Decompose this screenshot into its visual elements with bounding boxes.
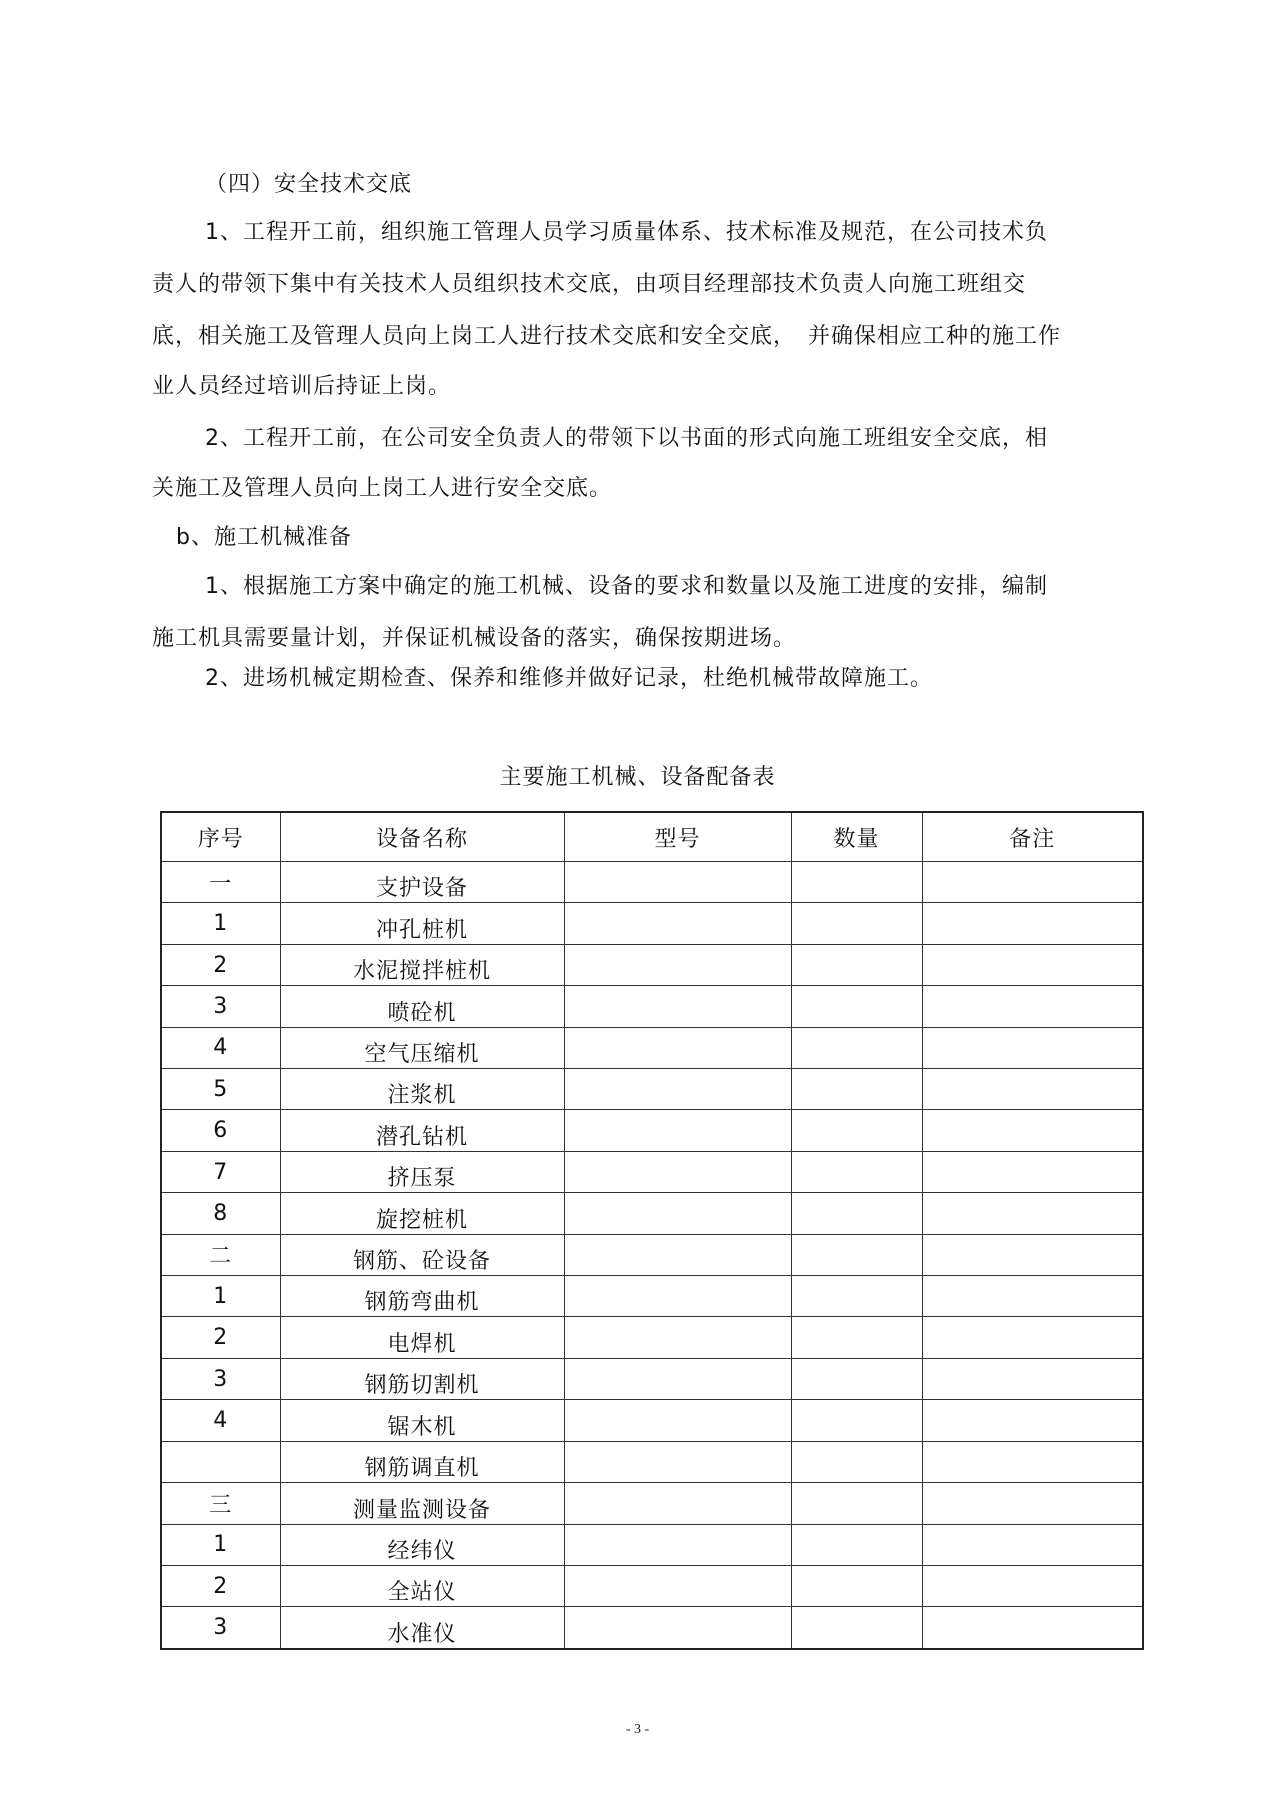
cell-equipment-name: 电焊机 xyxy=(280,1317,564,1358)
cell-index: 1 xyxy=(161,1524,280,1565)
cell-index xyxy=(161,1441,280,1482)
cell-remark xyxy=(922,1565,1143,1606)
table-row xyxy=(161,944,1143,985)
cell-quantity xyxy=(791,986,922,1027)
cell-equipment-name: 喷砼机 xyxy=(280,986,564,1027)
section-heading: （四）安全技术交底 xyxy=(205,172,413,197)
cell-model xyxy=(564,1276,791,1317)
table-row xyxy=(161,1358,1143,1399)
cell-model xyxy=(564,1441,791,1482)
table-row xyxy=(161,1276,1143,1317)
cell-remark xyxy=(922,1607,1143,1649)
cell-quantity xyxy=(791,1400,922,1441)
cell-index: 1 xyxy=(161,903,280,944)
table-row xyxy=(161,1069,1143,1110)
table-body xyxy=(161,862,1143,1650)
cell-quantity xyxy=(791,1276,922,1317)
cell-remark xyxy=(922,1441,1143,1482)
cell-equipment-name: 冲孔桩机 xyxy=(280,903,564,944)
cell-index: 2 xyxy=(161,1317,280,1358)
cell-index: 2 xyxy=(161,944,280,985)
cell-equipment-name: 挤压泵 xyxy=(280,1151,564,1192)
cell-equipment-name: 全站仪 xyxy=(280,1565,564,1606)
paragraph-line: 施工机具需要量计划，并保证机械设备的落实，确保按期进场。 xyxy=(152,626,797,651)
cell-index: 3 xyxy=(161,1607,280,1649)
cell-remark xyxy=(922,1151,1143,1192)
cell-quantity xyxy=(791,903,922,944)
table-row xyxy=(161,1110,1143,1151)
paragraph-line: 2、工程开工前，在公司安全负责人的带领下以书面的形式向施工班组安全交底，相 xyxy=(205,426,1048,451)
cell-model xyxy=(564,862,791,903)
table-row xyxy=(161,1441,1143,1482)
column-header: 序号 xyxy=(161,812,280,862)
cell-remark xyxy=(922,862,1143,903)
cell-quantity xyxy=(791,862,922,903)
page-number: - 3 - xyxy=(625,1722,650,1737)
cell-quantity xyxy=(791,1193,922,1234)
cell-model xyxy=(564,1110,791,1151)
paragraph-line: 责人的带领下集中有关技术人员组织技术交底，由项目经理部技术负责人向施工班组交 xyxy=(152,272,1027,297)
cell-remark xyxy=(922,1027,1143,1068)
table-row xyxy=(161,1400,1143,1441)
cell-equipment-name: 水准仪 xyxy=(280,1607,564,1649)
column-header: 设备名称 xyxy=(280,812,564,862)
cell-equipment-name: 钢筋、砼设备 xyxy=(280,1234,564,1275)
cell-index: 3 xyxy=(161,1358,280,1399)
cell-quantity xyxy=(791,1069,922,1110)
paragraph-line: 关施工及管理人员向上岗工人进行安全交底。 xyxy=(152,476,613,501)
cell-model xyxy=(564,1027,791,1068)
cell-quantity xyxy=(791,1607,922,1649)
cell-model xyxy=(564,1193,791,1234)
paragraph-line: 底，相关施工及管理人员向上岗工人进行技术交底和安全交底， 并确保相应工种的施工作 xyxy=(152,324,1062,349)
cell-model xyxy=(564,1358,791,1399)
cell-equipment-name: 锯木机 xyxy=(280,1400,564,1441)
cell-quantity xyxy=(791,1027,922,1068)
paragraph-line: 1、根据施工方案中确定的施工机械、设备的要求和数量以及施工进度的安排，编制 xyxy=(205,574,1048,599)
cell-index: 一 xyxy=(161,862,280,903)
column-header: 备注 xyxy=(922,812,1143,862)
cell-remark xyxy=(922,1069,1143,1110)
table-row xyxy=(161,862,1143,903)
cell-model xyxy=(564,1400,791,1441)
table-row xyxy=(161,1027,1143,1068)
cell-model xyxy=(564,1483,791,1524)
cell-equipment-name: 钢筋切割机 xyxy=(280,1358,564,1399)
cell-index: 2 xyxy=(161,1565,280,1606)
cell-equipment-name: 旋挖桩机 xyxy=(280,1193,564,1234)
cell-quantity xyxy=(791,1110,922,1151)
cell-index: 4 xyxy=(161,1400,280,1441)
cell-quantity xyxy=(791,1483,922,1524)
table-title: 主要施工机械、设备配备表 xyxy=(499,765,776,790)
cell-index: 3 xyxy=(161,986,280,1027)
cell-index: 5 xyxy=(161,1069,280,1110)
cell-remark xyxy=(922,986,1143,1027)
table-row xyxy=(161,1317,1143,1358)
cell-model xyxy=(564,1524,791,1565)
cell-model xyxy=(564,1607,791,1649)
cell-equipment-name: 钢筋调直机 xyxy=(280,1441,564,1482)
cell-quantity xyxy=(791,1565,922,1606)
cell-quantity xyxy=(791,1317,922,1358)
cell-index: 6 xyxy=(161,1110,280,1151)
table-row xyxy=(161,1483,1143,1524)
cell-model xyxy=(564,1151,791,1192)
cell-quantity xyxy=(791,1234,922,1275)
cell-quantity xyxy=(791,1441,922,1482)
table-row xyxy=(161,1607,1143,1649)
cell-remark xyxy=(922,1358,1143,1399)
cell-remark xyxy=(922,903,1143,944)
cell-model xyxy=(564,903,791,944)
cell-model xyxy=(564,1317,791,1358)
table-row xyxy=(161,1193,1143,1234)
cell-index: 8 xyxy=(161,1193,280,1234)
cell-model xyxy=(564,1069,791,1110)
cell-equipment-name: 潜孔钻机 xyxy=(280,1110,564,1151)
table-row xyxy=(161,1151,1143,1192)
table-row xyxy=(161,903,1143,944)
cell-quantity xyxy=(791,944,922,985)
column-header: 型号 xyxy=(564,812,791,862)
equipment-table xyxy=(160,811,1144,1650)
cell-equipment-name: 测量监测设备 xyxy=(280,1483,564,1524)
cell-remark xyxy=(922,944,1143,985)
cell-index: 7 xyxy=(161,1151,280,1192)
cell-model xyxy=(564,1234,791,1275)
cell-model xyxy=(564,1565,791,1606)
table-row xyxy=(161,1524,1143,1565)
paragraph-line: 1、工程开工前，组织施工管理人员学习质量体系、技术标准及规范，在公司技术负 xyxy=(205,220,1048,245)
cell-remark xyxy=(922,1234,1143,1275)
paragraph-line: 业人员经过培训后持证上岗。 xyxy=(152,374,452,399)
cell-equipment-name: 经纬仪 xyxy=(280,1524,564,1565)
table-row xyxy=(161,1565,1143,1606)
section-heading: b、施工机械准备 xyxy=(176,525,352,550)
cell-remark xyxy=(922,1193,1143,1234)
cell-equipment-name: 空气压缩机 xyxy=(280,1027,564,1068)
cell-index: 4 xyxy=(161,1027,280,1068)
cell-index: 三 xyxy=(161,1483,280,1524)
table-header-row xyxy=(161,812,1143,862)
cell-quantity xyxy=(791,1358,922,1399)
cell-remark xyxy=(922,1317,1143,1358)
cell-remark xyxy=(922,1400,1143,1441)
cell-index: 1 xyxy=(161,1276,280,1317)
cell-model xyxy=(564,986,791,1027)
table-row xyxy=(161,986,1143,1027)
cell-quantity xyxy=(791,1524,922,1565)
column-header: 数量 xyxy=(791,812,922,862)
cell-remark xyxy=(922,1110,1143,1151)
cell-quantity xyxy=(791,1151,922,1192)
cell-index: 二 xyxy=(161,1234,280,1275)
cell-remark xyxy=(922,1524,1143,1565)
table-row xyxy=(161,1234,1143,1275)
cell-remark xyxy=(922,1483,1143,1524)
paragraph-line: 2、进场机械定期检查、保养和维修并做好记录，杜绝机械带故障施工。 xyxy=(205,666,933,691)
cell-equipment-name: 支护设备 xyxy=(280,862,564,903)
cell-equipment-name: 水泥搅拌桩机 xyxy=(280,944,564,985)
cell-equipment-name: 钢筋弯曲机 xyxy=(280,1276,564,1317)
cell-remark xyxy=(922,1276,1143,1317)
cell-equipment-name: 注浆机 xyxy=(280,1069,564,1110)
cell-model xyxy=(564,944,791,985)
